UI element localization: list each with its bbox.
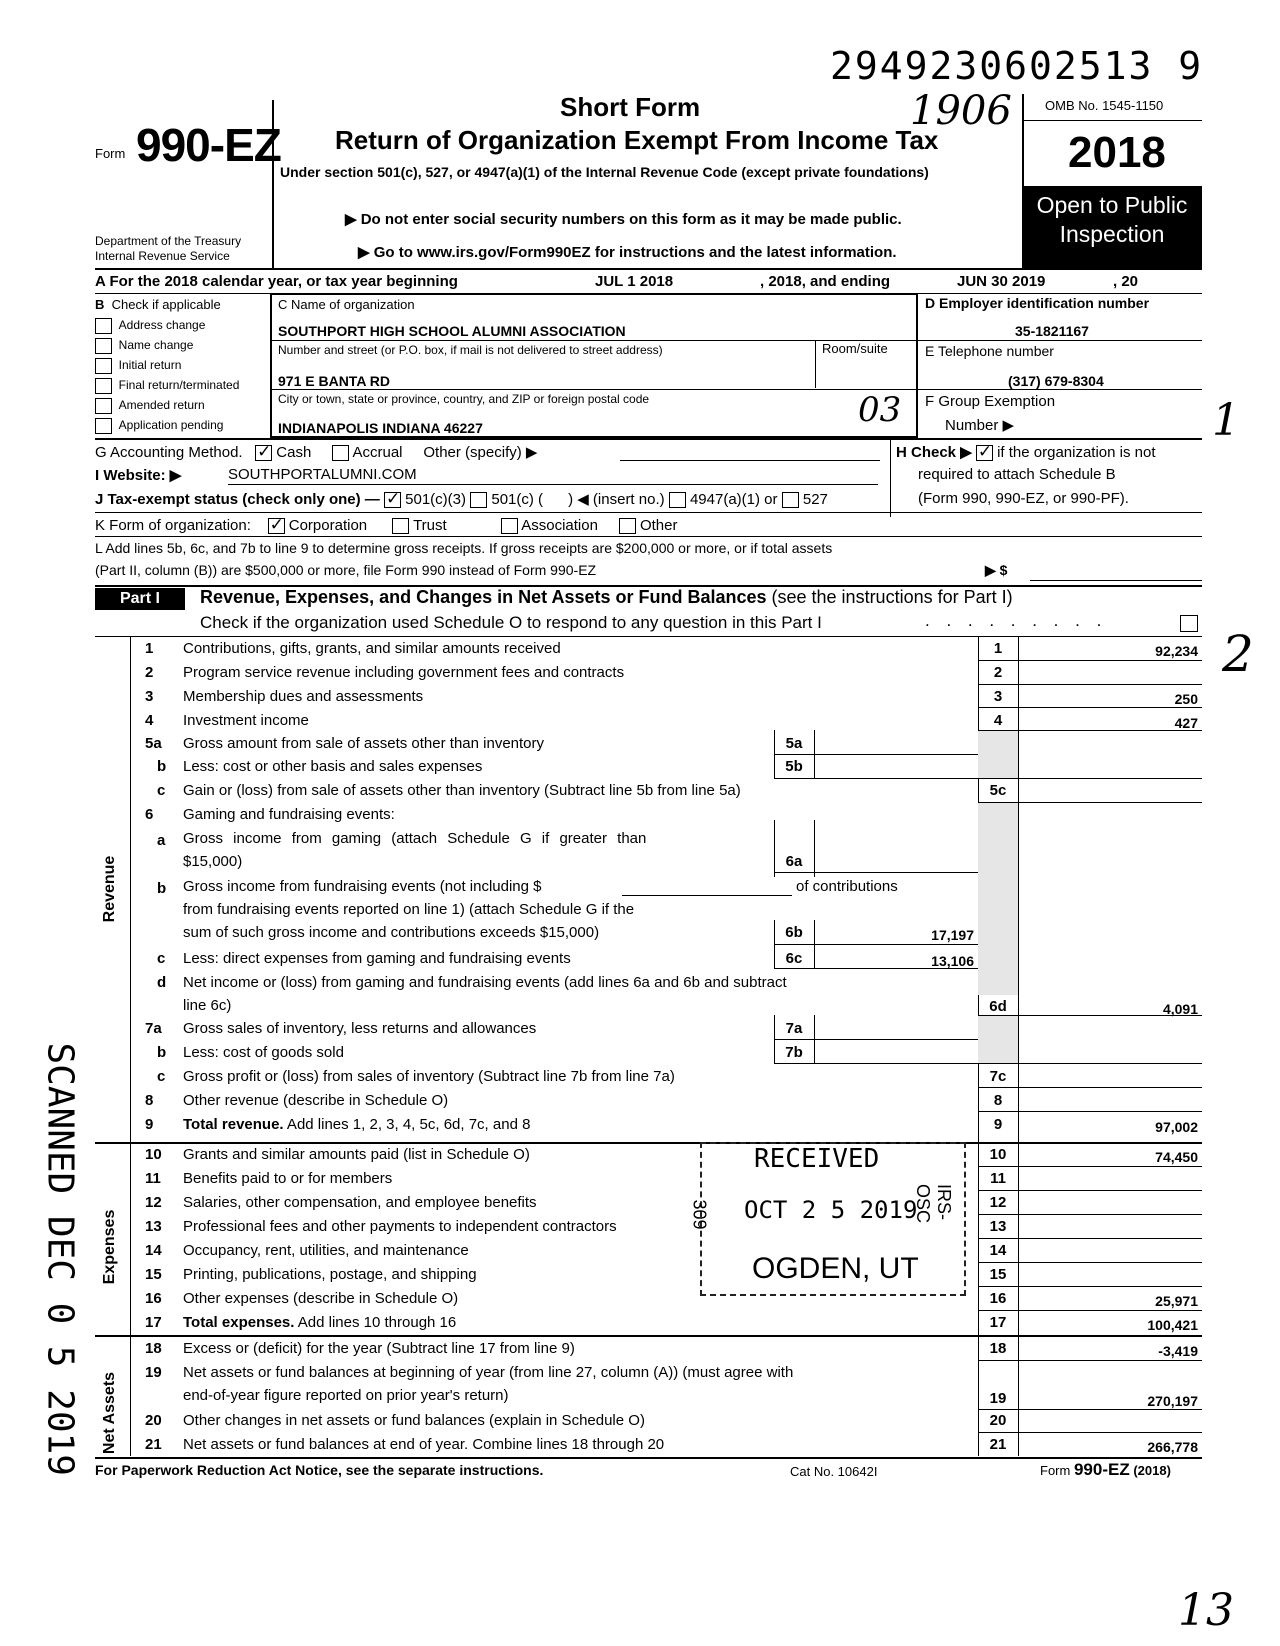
line-label: Total expenses. bbox=[183, 1314, 295, 1331]
line-number: b bbox=[157, 758, 167, 775]
shaded-cell bbox=[978, 1015, 1018, 1063]
stamp-date: OCT 2 5 2019 bbox=[744, 1196, 918, 1224]
line-number: d bbox=[157, 974, 167, 991]
check-amended-return[interactable] bbox=[95, 398, 239, 418]
check-initial-return[interactable] bbox=[95, 358, 239, 378]
insert-no-label: ) ◀ (insert no.) bbox=[568, 491, 665, 508]
line-box: 9 bbox=[993, 1116, 1003, 1133]
association-checkbox[interactable] bbox=[501, 518, 518, 534]
line-number: 17 bbox=[145, 1314, 162, 1331]
other-method-label: Other (specify) ▶ bbox=[423, 444, 538, 461]
line-box: 12 bbox=[989, 1194, 1007, 1211]
line-label: Other expenses (describe in Schedule O) bbox=[183, 1290, 459, 1307]
group-exemption-label: F Group Exemption bbox=[925, 393, 1056, 410]
line-label: Net assets or fund balances at end of year. Combine lines 18 through 20 bbox=[183, 1436, 665, 1453]
website-value[interactable]: SOUTHPORTALUMNI.COM bbox=[228, 466, 417, 483]
h-text-2: required to attach Schedule B bbox=[918, 466, 1116, 483]
side-label-net-assets: Net Assets bbox=[101, 1371, 118, 1455]
check-final-return[interactable] bbox=[95, 378, 239, 398]
inner-line-box: 7a bbox=[785, 1020, 803, 1037]
line-label: Less: direct expenses from gaming and fundraising events bbox=[183, 950, 571, 967]
telephone-value: (317) 679-8304 bbox=[1008, 373, 1104, 389]
line-label-cont: from fundraising events reported on line 1) (attach Schedule G if the bbox=[183, 901, 635, 918]
line-label: Professional fees and other payments to independent contractors bbox=[183, 1218, 617, 1235]
line-box: 3 bbox=[993, 688, 1003, 705]
line-label: Occupancy, rent, utilities, and maintenance bbox=[183, 1242, 469, 1259]
line-label-rest: Add lines 10 through 16 bbox=[294, 1314, 457, 1331]
stamp-left-code: 309 bbox=[689, 1199, 710, 1230]
stamp-received: RECEIVED bbox=[754, 1144, 880, 1174]
handwritten-room: 03 bbox=[858, 390, 902, 430]
line-number: 4 bbox=[145, 712, 154, 729]
line-number: 15 bbox=[145, 1266, 162, 1283]
inner-line-amount[interactable]: 17,197 bbox=[931, 927, 974, 943]
side-label-expenses: Expenses bbox=[101, 1209, 118, 1285]
line-label: Grants and similar amounts paid (list in Schedule O) bbox=[183, 1146, 530, 1163]
line-label: Less: cost of goods sold bbox=[183, 1044, 344, 1061]
ein-value: 35-1821167 bbox=[1015, 323, 1089, 339]
line-amount[interactable]: 100,421 bbox=[1147, 1317, 1198, 1333]
website-label: I Website: ▶ bbox=[95, 467, 182, 484]
h-check-label: H Check ▶ bbox=[896, 444, 972, 461]
ein-label: D Employer identification number bbox=[925, 295, 1150, 311]
line-number: a bbox=[157, 832, 166, 849]
corporation-checkbox[interactable] bbox=[268, 518, 285, 534]
line-label: Contributions, gifts, grants, and similar amounts received bbox=[183, 640, 561, 657]
501c3-checkbox[interactable] bbox=[384, 492, 401, 508]
scanned-stamp: SCANNED DEC 0 5 2019 bbox=[39, 1042, 81, 1476]
shaded-cell bbox=[978, 802, 1018, 995]
cash-checkbox[interactable] bbox=[255, 445, 272, 461]
schedule-b-check-row bbox=[896, 443, 1156, 461]
501c-label: 501(c) ( bbox=[491, 491, 544, 508]
line-a-mid: , 2018, and ending bbox=[760, 273, 891, 290]
line-amount[interactable]: 92,234 bbox=[1155, 643, 1198, 659]
line-amount[interactable]: 427 bbox=[1174, 715, 1198, 731]
street-label: Number and street (or P.O. box, if mail is not delivered to street address) bbox=[278, 343, 663, 357]
line-box: 5c bbox=[989, 782, 1007, 799]
line-box: 17 bbox=[989, 1314, 1007, 1331]
document-locator-number: 2949230602513 9 bbox=[830, 44, 1204, 88]
line-box: 19 bbox=[989, 1390, 1007, 1407]
part-i-tag: Part I bbox=[95, 588, 185, 610]
check-label: Application pending bbox=[118, 418, 224, 433]
line-label-cont: end-of-year figure reported on prior year's return) bbox=[183, 1387, 509, 1404]
line-amount[interactable]: 270,197 bbox=[1147, 1393, 1198, 1409]
line-label: Excess or (deficit) for the year (Subtract line 17 from line 9) bbox=[183, 1340, 575, 1357]
line-number: b bbox=[157, 880, 167, 897]
form-prefix: Form bbox=[95, 146, 126, 161]
side-label-revenue: Revenue bbox=[101, 855, 118, 923]
line-l-text-2: (Part II, column (B)) are $500,000 or more, file Form 990 instead of Form 990-EZ bbox=[95, 562, 597, 578]
check-address-change[interactable] bbox=[95, 318, 239, 338]
line-label: Investment income bbox=[183, 712, 309, 729]
line-box: 18 bbox=[989, 1340, 1007, 1357]
accounting-method-row bbox=[95, 443, 537, 461]
line-amount[interactable]: 4,091 bbox=[1162, 1001, 1198, 1017]
received-stamp bbox=[689, 1142, 966, 1296]
handwritten-margin-1: 1 bbox=[1212, 395, 1240, 446]
line-number: c bbox=[157, 1068, 166, 1085]
dot-leader: . . . . . . . . . bbox=[925, 611, 1108, 630]
4947-checkbox[interactable] bbox=[669, 492, 686, 508]
tax-year-end: JUN 30 2019 bbox=[957, 273, 1046, 290]
line-box: 21 bbox=[989, 1436, 1007, 1453]
accrual-checkbox[interactable] bbox=[332, 445, 349, 461]
footer-form-number: 990-EZ bbox=[1073, 1460, 1130, 1479]
line-label: Total revenue. bbox=[183, 1116, 284, 1133]
line-box: 13 bbox=[989, 1218, 1007, 1235]
inner-line-box: 6c bbox=[785, 950, 803, 967]
part-i-title-bold: Revenue, Expenses, and Changes in Net Assets or Fund Balances bbox=[200, 587, 767, 607]
trust-label: Trust bbox=[413, 517, 447, 534]
gross-receipts-arrow: ▶ $ bbox=[985, 562, 1008, 578]
line-label-row bbox=[183, 1314, 456, 1331]
line-label-cont: $15,000) bbox=[183, 853, 243, 870]
line-label: Gaming and fundraising events: bbox=[183, 806, 395, 823]
line-box: 6d bbox=[989, 998, 1007, 1015]
line-box: 2 bbox=[993, 664, 1003, 681]
line-number: 8 bbox=[145, 1092, 154, 1109]
line-number: 20 bbox=[145, 1412, 162, 1429]
open-to-public-box bbox=[1022, 186, 1202, 268]
line-label: Gross income from gaming (attach Schedule G if greater than bbox=[183, 830, 647, 847]
line-number: 12 bbox=[145, 1194, 162, 1211]
line-amount[interactable]: 74,450 bbox=[1155, 1149, 1198, 1165]
section-b-title bbox=[95, 297, 221, 312]
line-number: b bbox=[157, 1044, 167, 1061]
line-number: 11 bbox=[145, 1170, 161, 1187]
line-number: 14 bbox=[145, 1242, 162, 1259]
line-box: 1 bbox=[993, 640, 1003, 657]
line-number: c bbox=[157, 782, 166, 799]
accounting-method-label: G Accounting Method. bbox=[95, 444, 243, 461]
handwritten-page-number: 13 bbox=[1178, 1585, 1234, 1636]
line-number: 1 bbox=[145, 640, 154, 657]
footer-paperwork-notice: For Paperwork Reduction Act Notice, see the separate instructions. bbox=[95, 1462, 544, 1478]
tax-exempt-label: J Tax-exempt status (check only one) — bbox=[95, 491, 380, 508]
line-box: 8 bbox=[993, 1092, 1003, 1109]
check-label: Amended return bbox=[118, 398, 205, 413]
line-box: 4 bbox=[993, 712, 1003, 729]
form-subtitle: Under section 501(c), 527, or 4947(a)(1) of the Internal Revenue Code (except private foundations) bbox=[280, 164, 929, 180]
instructions-notice: ▶ Go to www.irs.gov/Form990EZ for instructions and the latest information. bbox=[358, 244, 897, 261]
tax-exempt-row bbox=[95, 490, 828, 508]
line-label-tail: of contributions bbox=[796, 878, 898, 895]
line-box: 20 bbox=[989, 1412, 1007, 1429]
form-number: 990-EZ bbox=[136, 119, 281, 171]
city-label: City or town, state or province, country, and ZIP or foreign postal code bbox=[278, 392, 650, 406]
stamp-city: OGDEN, UT bbox=[752, 1252, 919, 1285]
line-number: 13 bbox=[145, 1218, 162, 1235]
line-box: 7c bbox=[989, 1068, 1007, 1085]
line-number: 9 bbox=[145, 1116, 154, 1133]
handwritten-margin-2: 2 bbox=[1222, 625, 1254, 683]
section-b-caption: Check if applicable bbox=[111, 297, 221, 312]
inner-line-box: 5b bbox=[785, 758, 803, 775]
line-amount[interactable]: 266,778 bbox=[1147, 1439, 1198, 1455]
form-title: Return of Organization Exempt From Income Tax bbox=[335, 125, 939, 155]
section-b-letter: B bbox=[95, 297, 105, 312]
line-label: Net income or (loss) from gaming and fundraising events (add lines 6a and 6b and subtract bbox=[183, 974, 787, 991]
527-label: 527 bbox=[802, 491, 828, 508]
dept-treasury: Department of the Treasury bbox=[95, 234, 242, 248]
line-label-cont: sum of such gross income and contributions exceeds $15,000) bbox=[183, 924, 600, 941]
line-label: Net assets or fund balances at beginning of year (from line 27, column (A)) (must agree with bbox=[183, 1364, 794, 1381]
open-to-public-line2: Inspection bbox=[1059, 221, 1165, 247]
handwritten-code: 1906 bbox=[910, 88, 1012, 134]
association-label: Association bbox=[521, 517, 598, 534]
line-box: 10 bbox=[989, 1146, 1007, 1163]
accrual-label: Accrual bbox=[352, 444, 403, 461]
footer-form-prefix: Form bbox=[1040, 1463, 1071, 1478]
inner-line-box: 5a bbox=[785, 735, 803, 752]
line-label: Program service revenue including government fees and contracts bbox=[183, 664, 625, 681]
other-org-label: Other bbox=[639, 517, 678, 534]
room-suite-label: Room/suite bbox=[822, 341, 888, 356]
527-checkbox[interactable] bbox=[782, 492, 799, 508]
line-number: 3 bbox=[145, 688, 154, 705]
line-label: Membership dues and assessments bbox=[183, 688, 424, 705]
line-box: 16 bbox=[989, 1290, 1007, 1307]
inner-line-box: 6b bbox=[785, 924, 803, 941]
stamp-right-code: IRS-OSC bbox=[913, 1184, 954, 1224]
line-label: Benefits paid to or for members bbox=[183, 1170, 393, 1187]
organization-info-box bbox=[270, 293, 918, 438]
line-amount[interactable]: 97,002 bbox=[1155, 1119, 1198, 1135]
line-number: 10 bbox=[145, 1146, 162, 1163]
h-text-1: if the organization is not bbox=[997, 444, 1156, 461]
inner-line-amount[interactable]: 13,106 bbox=[931, 953, 974, 969]
line-label: Other revenue (describe in Schedule O) bbox=[183, 1092, 449, 1109]
line-box: 11 bbox=[990, 1170, 1006, 1187]
trust-checkbox[interactable] bbox=[392, 518, 409, 534]
ssn-notice: ▶ Do not enter social security numbers on this form as it may be made public. bbox=[345, 211, 902, 228]
line-label: Gross amount from sale of assets other than inventory bbox=[183, 735, 545, 752]
501c-checkbox[interactable] bbox=[470, 492, 487, 508]
org-name-label: C Name of organization bbox=[278, 297, 415, 312]
telephone-label: E Telephone number bbox=[925, 343, 1054, 359]
short-form-label: Short Form bbox=[560, 92, 701, 122]
section-b-checklist bbox=[95, 318, 239, 438]
dept-irs: Internal Revenue Service bbox=[95, 249, 230, 263]
4947-label: 4947(a)(1) or bbox=[689, 491, 778, 508]
schedule-b-checkbox[interactable] bbox=[976, 445, 993, 461]
street-address: 971 E BANTA RD bbox=[278, 373, 391, 389]
line-label: Other changes in net assets or fund balances (explain in Schedule O) bbox=[183, 1412, 645, 1429]
check-label: Address change bbox=[118, 318, 206, 333]
line-label-cont: line 6c) bbox=[183, 997, 232, 1014]
check-name-change[interactable] bbox=[95, 338, 239, 358]
inner-line-box: 6a bbox=[785, 853, 803, 870]
line-a-tail: , 20 bbox=[1113, 273, 1139, 290]
check-label: Initial return bbox=[118, 358, 182, 373]
omb-number: OMB No. 1545-1150 bbox=[1045, 98, 1164, 113]
group-exemption-number: Number ▶ bbox=[945, 417, 1015, 434]
line-label: Less: cost or other basis and sales expenses bbox=[183, 758, 483, 775]
cash-label: Cash bbox=[276, 444, 312, 461]
line-l-text-1: L Add lines 5b, 6c, and 7b to line 9 to determine gross receipts. If gross receipts are $200,000 or more, or if total assets bbox=[95, 540, 833, 556]
line-a-label: A For the 2018 calendar year, or tax year beginning bbox=[95, 273, 458, 290]
501c3-label: 501(c)(3) bbox=[405, 491, 467, 508]
form-of-org-label: K Form of organization: bbox=[95, 517, 251, 534]
line-label: Salaries, other compensation, and employee benefits bbox=[183, 1194, 537, 1211]
check-label: Final return/terminated bbox=[118, 378, 240, 393]
schedule-o-checkbox[interactable] bbox=[1180, 615, 1198, 632]
part-i-title-suffix: (see the instructions for Part I) bbox=[766, 587, 1013, 607]
line-label: Gross sales of inventory, less returns and allowances bbox=[183, 1020, 537, 1037]
line-number: 2 bbox=[145, 664, 154, 681]
footer-form-year: (2018) bbox=[1133, 1463, 1171, 1478]
line-number: 5a bbox=[145, 735, 162, 752]
other-org-checkbox[interactable] bbox=[619, 518, 636, 534]
line-number: 6 bbox=[145, 806, 154, 823]
line-number: c bbox=[157, 950, 166, 967]
corporation-label: Corporation bbox=[288, 517, 368, 534]
org-name: SOUTHPORT HIGH SCHOOL ALUMNI ASSOCIATION bbox=[278, 323, 626, 339]
part-i-title bbox=[200, 587, 1013, 608]
check-label: Name change bbox=[118, 338, 194, 353]
city-state-zip: INDIANAPOLIS INDIANA 46227 bbox=[278, 420, 483, 436]
check-application-pending[interactable] bbox=[95, 418, 239, 438]
line-label: Gross profit or (loss) from sales of inventory (Subtract line 7b from line 7a) bbox=[183, 1068, 675, 1085]
footer-cat-number: Cat No. 10642I bbox=[790, 1464, 878, 1479]
line-number: 19 bbox=[145, 1364, 162, 1381]
line-number: 18 bbox=[145, 1340, 162, 1357]
form-of-organization-row bbox=[95, 517, 677, 534]
line-box: 15 bbox=[989, 1266, 1007, 1283]
schedule-o-check-text: Check if the organization used Schedule O to respond to any question in this Part I bbox=[200, 613, 822, 632]
tax-year-begin: JUL 1 2018 bbox=[595, 273, 674, 290]
line-box: 14 bbox=[989, 1242, 1007, 1259]
inner-line-box: 7b bbox=[785, 1044, 803, 1061]
line-label-row bbox=[183, 1116, 530, 1133]
shaded-cell bbox=[978, 730, 1018, 778]
line-number: 21 bbox=[145, 1436, 162, 1453]
line-number: 7a bbox=[145, 1020, 162, 1037]
line-amount[interactable]: -3,419 bbox=[1158, 1343, 1198, 1359]
open-to-public-line1: Open to Public bbox=[1036, 192, 1188, 218]
line-label-rest: Add lines 1, 2, 3, 4, 5c, 6d, 7c, and 8 bbox=[283, 1116, 531, 1133]
line-label: Gross income from fundraising events (not including $ bbox=[183, 878, 542, 895]
tax-year: 2018 bbox=[1068, 128, 1166, 177]
h-text-3: (Form 990, 990-EZ, or 990-PF). bbox=[918, 490, 1129, 507]
line-amount[interactable]: 250 bbox=[1174, 691, 1198, 707]
line-number: 16 bbox=[145, 1290, 162, 1307]
footer-form-id bbox=[1040, 1460, 1171, 1480]
line-label: Gain or (loss) from sale of assets other than inventory (Subtract line 5b from line 5a) bbox=[183, 782, 741, 799]
header-divider-left bbox=[272, 100, 274, 268]
line-label: Printing, publications, postage, and shipping bbox=[183, 1266, 477, 1283]
line-amount[interactable]: 25,971 bbox=[1155, 1293, 1198, 1309]
